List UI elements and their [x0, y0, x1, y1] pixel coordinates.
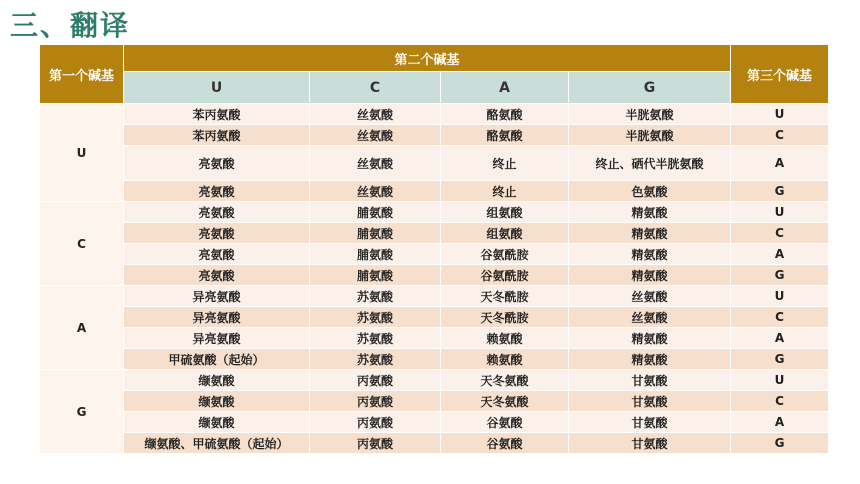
table-row: [40, 202, 829, 223]
amino-acid-cell: 谷氨酰胺: [441, 265, 569, 286]
third-base-cell: U: [731, 202, 829, 223]
amino-acid-cell: 酪氨酸: [441, 104, 569, 125]
second-base-col-g: G: [569, 72, 731, 104]
third-base-cell: C: [731, 391, 829, 412]
amino-acid-cell: 赖氨酸: [441, 349, 569, 370]
table-row: [40, 412, 829, 433]
table-row: [40, 125, 829, 146]
amino-acid-cell: 谷氨酸: [441, 412, 569, 433]
amino-acid-cell: 丙氨酸: [310, 370, 441, 391]
amino-acid-cell: 亮氨酸: [124, 265, 310, 286]
amino-acid-cell: 天冬酰胺: [441, 307, 569, 328]
second-base-header: 第二个碱基: [124, 45, 731, 72]
amino-acid-cell: 谷氨酰胺: [441, 244, 569, 265]
third-base-header: 第三个碱基: [731, 45, 829, 104]
amino-acid-cell: 精氨酸: [569, 244, 731, 265]
amino-acid-cell: 终止、硒代半胱氨酸: [569, 146, 731, 181]
amino-acid-cell: 脯氨酸: [310, 265, 441, 286]
amino-acid-cell: 丝氨酸: [310, 146, 441, 181]
first-base-cell: A: [40, 286, 124, 370]
amino-acid-cell: 亮氨酸: [124, 146, 310, 181]
second-base-col-u: U: [124, 72, 310, 104]
third-base-cell: U: [731, 104, 829, 125]
amino-acid-cell: 苏氨酸: [310, 349, 441, 370]
table-row: [40, 146, 829, 181]
table-row: [40, 391, 829, 412]
amino-acid-cell: 亮氨酸: [124, 202, 310, 223]
amino-acid-cell: 缬氨酸: [124, 391, 310, 412]
first-base-header: 第一个碱基: [40, 45, 124, 104]
amino-acid-cell: 精氨酸: [569, 265, 731, 286]
amino-acid-cell: 甘氨酸: [569, 370, 731, 391]
amino-acid-cell: 苏氨酸: [310, 307, 441, 328]
table-row: [40, 181, 829, 202]
amino-acid-cell: 甘氨酸: [569, 391, 731, 412]
third-base-cell: A: [731, 244, 829, 265]
amino-acid-cell: 精氨酸: [569, 223, 731, 244]
amino-acid-cell: 丝氨酸: [569, 286, 731, 307]
amino-acid-cell: 甘氨酸: [569, 433, 731, 454]
amino-acid-cell: 天冬氨酸: [441, 370, 569, 391]
table-row: [40, 433, 829, 454]
amino-acid-cell: 亮氨酸: [124, 181, 310, 202]
amino-acid-cell: 苯丙氨酸: [124, 104, 310, 125]
amino-acid-cell: 丝氨酸: [310, 181, 441, 202]
amino-acid-cell: 缬氨酸、甲硫氨酸（起始）: [124, 433, 310, 454]
amino-acid-cell: 精氨酸: [569, 202, 731, 223]
third-base-cell: A: [731, 412, 829, 433]
amino-acid-cell: 组氨酸: [441, 202, 569, 223]
amino-acid-cell: 终止: [441, 146, 569, 181]
amino-acid-cell: 异亮氨酸: [124, 286, 310, 307]
amino-acid-cell: 天冬酰胺: [441, 286, 569, 307]
amino-acid-cell: 缬氨酸: [124, 412, 310, 433]
amino-acid-cell: 缬氨酸: [124, 370, 310, 391]
amino-acid-cell: 苏氨酸: [310, 328, 441, 349]
amino-acid-cell: 脯氨酸: [310, 223, 441, 244]
amino-acid-cell: 丙氨酸: [310, 412, 441, 433]
amino-acid-cell: 终止: [441, 181, 569, 202]
amino-acid-cell: 半胱氨酸: [569, 104, 731, 125]
third-base-cell: C: [731, 125, 829, 146]
codon-table: [39, 44, 829, 454]
third-base-cell: U: [731, 286, 829, 307]
third-base-cell: A: [731, 146, 829, 181]
amino-acid-cell: 丝氨酸: [569, 307, 731, 328]
amino-acid-cell: 苯丙氨酸: [124, 125, 310, 146]
third-base-cell: U: [731, 370, 829, 391]
amino-acid-cell: 脯氨酸: [310, 202, 441, 223]
page-title: 三、翻译: [10, 9, 131, 42]
third-base-cell: G: [731, 433, 829, 454]
first-base-cell: C: [40, 202, 124, 286]
table-row: [40, 104, 829, 125]
amino-acid-cell: 甘氨酸: [569, 412, 731, 433]
amino-acid-cell: 甲硫氨酸（起始）: [124, 349, 310, 370]
table-row: [40, 370, 829, 391]
table-row: [40, 244, 829, 265]
amino-acid-cell: 丝氨酸: [310, 104, 441, 125]
amino-acid-cell: 色氨酸: [569, 181, 731, 202]
third-base-cell: G: [731, 181, 829, 202]
table-row: [40, 307, 829, 328]
first-base-cell: U: [40, 104, 124, 202]
amino-acid-cell: 苏氨酸: [310, 286, 441, 307]
table-row: [40, 286, 829, 307]
amino-acid-cell: 谷氨酸: [441, 433, 569, 454]
first-base-cell: G: [40, 370, 124, 454]
amino-acid-cell: 天冬氨酸: [441, 391, 569, 412]
third-base-cell: G: [731, 349, 829, 370]
amino-acid-cell: 丙氨酸: [310, 433, 441, 454]
amino-acid-cell: 亮氨酸: [124, 223, 310, 244]
third-base-cell: A: [731, 328, 829, 349]
table-row: [40, 328, 829, 349]
amino-acid-cell: 丙氨酸: [310, 391, 441, 412]
amino-acid-cell: 组氨酸: [441, 223, 569, 244]
amino-acid-cell: 脯氨酸: [310, 244, 441, 265]
amino-acid-cell: 精氨酸: [569, 349, 731, 370]
second-base-col-a: A: [441, 72, 569, 104]
amino-acid-cell: 酪氨酸: [441, 125, 569, 146]
amino-acid-cell: 丝氨酸: [310, 125, 441, 146]
amino-acid-cell: 精氨酸: [569, 328, 731, 349]
amino-acid-cell: 异亮氨酸: [124, 307, 310, 328]
amino-acid-cell: 半胱氨酸: [569, 125, 731, 146]
third-base-cell: G: [731, 265, 829, 286]
second-base-col-c: C: [310, 72, 441, 104]
amino-acid-cell: 异亮氨酸: [124, 328, 310, 349]
codon-table-body: [40, 104, 829, 454]
table-row: [40, 223, 829, 244]
third-base-cell: C: [731, 223, 829, 244]
table-row: [40, 265, 829, 286]
third-base-cell: C: [731, 307, 829, 328]
table-row: [40, 349, 829, 370]
amino-acid-cell: 赖氨酸: [441, 328, 569, 349]
amino-acid-cell: 亮氨酸: [124, 244, 310, 265]
